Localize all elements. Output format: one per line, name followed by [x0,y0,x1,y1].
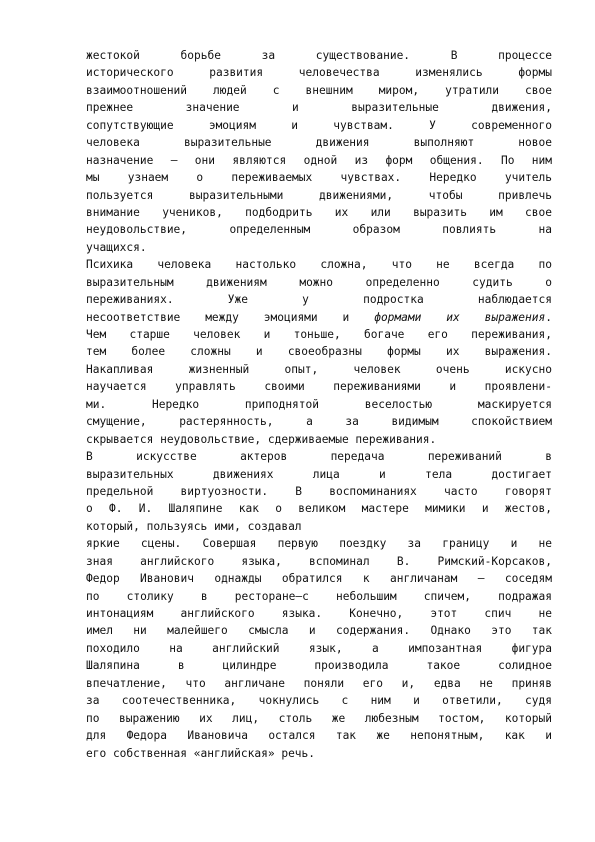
text-line: зная английского языка, вспоминал В. Римский-Корсаков, [86,554,552,568]
text-line: смущение, растерянность, а за видимым спокойствием [86,415,552,429]
text-fragment: несоответствие между эмоциями и [86,310,375,324]
text-line: яркие сцены. Совершая первую поездку за границу и не [86,537,552,551]
text-line: выразительным движениям можно определенно судить о [86,275,552,289]
text-line: внимание учеников, подбодрить их или выразить им свое [86,205,552,219]
text-line: пользуется выразительными движениями, чтобы привлечь [86,188,552,202]
text-line: впечатление, что англичане поняли его и, едва не приняв [86,676,552,690]
text-line [86,309,552,326]
text-line: Федор Иванович однажды обратился к англичанам — соседям [86,572,552,586]
text-line: переживаниях. Уже у подростка наблюдается [86,293,552,307]
text-line: походило на английский язык, а импозантная фигура [86,641,552,655]
text-line: тем более сложны и своеобразны формы их выражения. [86,345,552,359]
emphasized-text: формами их выражения [374,310,546,324]
text-line: по столику в ресторане—с небольшим спичем, подражая [86,589,552,603]
text-line: учащихся. [86,240,147,254]
body-text [86,47,552,762]
text-line: человека выразительные движения выполняют новое [86,136,552,150]
text-line: жестокой борьбе за существование. В процессе [86,49,552,62]
text-line: предельной виртуозности. В воспоминаниях часто говорят [86,484,552,498]
text-line: по выражению их лиц, столь же любезным тостом, который [86,711,552,725]
text-line: интонациям английского языка. Конечно, этот спич не [86,607,552,620]
text-line: Накапливая жизненный опыт, человек очень искусно [86,362,552,376]
text-line: о Ф. И. Шаляпине как о великом мастере мимики и жестов, [86,502,552,516]
text-line: мы узнаем о переживаемых чувствах. Нередко учитель [86,171,552,185]
text-line: взаимоотношений людей с внешним миром, утратили свое [86,83,552,97]
text-line: его собственная «английская» речь. [86,746,316,760]
text-line: ми. Нередко приподнятой веселостью маскируется [86,397,552,411]
text-line: прежнее значение и выразительные движения, [86,101,552,115]
text-line: для Федора Ивановича остался так же непонятным, как и [86,729,552,743]
text-line: неудовольствие, определенным образом повлиять на [86,223,552,237]
text-line: назначение — они являются одной из форм общения. По ним [86,153,552,167]
text-line: Психика человека настолько сложна, что не всегда по [86,258,552,272]
text-line: научается управлять своими переживаниями и проявлени- [86,380,552,394]
text-line: скрывается неудовольствие, сдерживаемые переживания. [86,432,437,446]
text-line: имел ни малейшего смысла и содержания. Однако это так [86,624,552,638]
text-line: который, пользуясь ими, создавал [86,519,302,533]
text-fragment: . [545,310,552,324]
text-line: сопутствующие эмоциям и чувствам. У современного [86,118,552,132]
text-line: Шаляпина в цилиндре производила такое солидное [86,659,552,673]
text-line: выразительных движениях лица и тела достигает [86,467,552,481]
text-line: В искусстве актеров передача переживаний в [86,450,552,464]
text-line: исторического развития человечества изменялись формы [86,66,552,80]
text-line: Чем старше человек и тоньше, богаче его переживания, [86,328,552,341]
text-line: за соотечественника, чокнулись с ним и ответили, судя [86,694,552,708]
